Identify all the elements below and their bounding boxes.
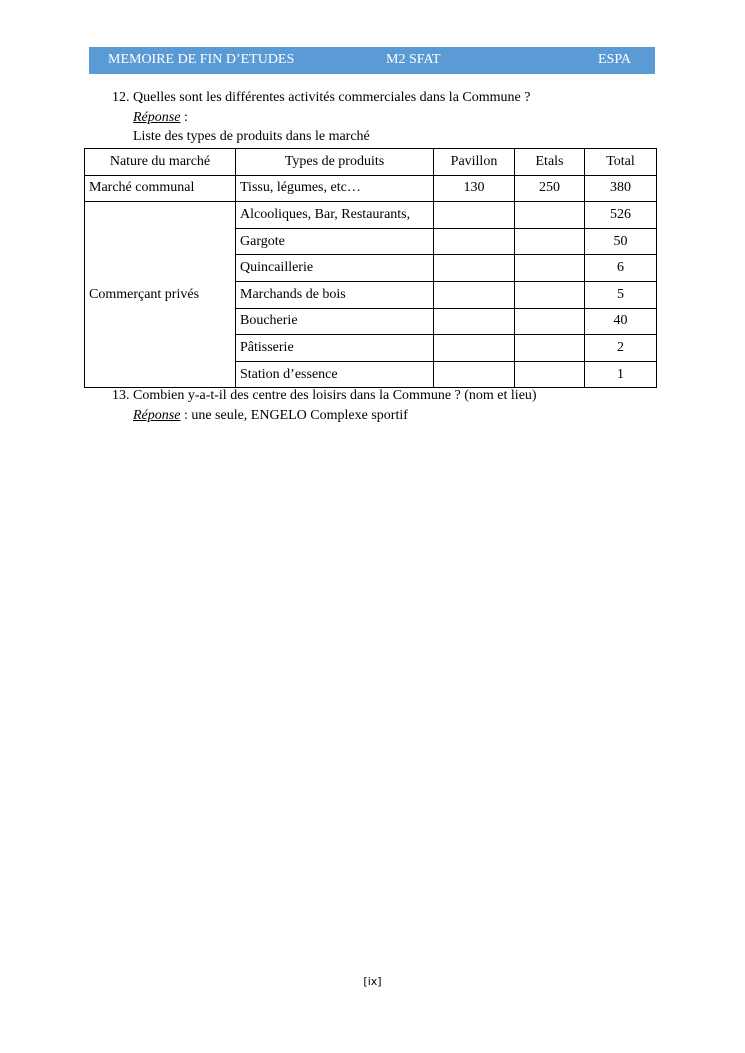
cell-pavillon <box>434 361 515 388</box>
cell-private-group: Commerçant privés <box>85 202 236 388</box>
table-row <box>85 202 657 229</box>
cell-total: 526 <box>585 202 657 229</box>
question-13 <box>112 387 537 405</box>
cell-type: Tissu, légumes, etc… <box>236 175 434 202</box>
cell-etals <box>515 361 585 388</box>
page-header <box>89 47 655 74</box>
answer-colon: : <box>180 110 188 125</box>
answer-label: Réponse <box>133 408 181 423</box>
cell-etals <box>515 202 585 229</box>
cell-type: Boucherie <box>236 308 434 335</box>
cell-type: Marchands de bois <box>236 281 434 308</box>
cell-etals <box>515 308 585 335</box>
cell-etals <box>515 228 585 255</box>
question-12-text: Quelles sont les différentes activités commerciales dans la Commune ? <box>133 90 531 105</box>
header-pavillon: Pavillon <box>434 149 515 176</box>
header-school: ESPA <box>598 52 631 67</box>
answer-label: Réponse <box>133 110 181 125</box>
cell-total: 380 <box>585 175 657 202</box>
cell-etals <box>515 281 585 308</box>
cell-etals: 250 <box>515 175 585 202</box>
answer-text: : une seule, ENGELO Complexe sportif <box>180 408 408 423</box>
question-12-answer <box>133 109 188 127</box>
cell-total: 1 <box>585 361 657 388</box>
table-row <box>85 175 657 202</box>
cell-total: 5 <box>585 281 657 308</box>
cell-total: 6 <box>585 255 657 282</box>
cell-type: Alcooliques, Bar, Restaurants, <box>236 202 434 229</box>
cell-pavillon <box>434 308 515 335</box>
question-13-number: 13. <box>112 388 130 403</box>
cell-pavillon <box>434 335 515 362</box>
cell-etals <box>515 335 585 362</box>
cell-pavillon <box>434 228 515 255</box>
market-table <box>84 148 657 388</box>
cell-total: 40 <box>585 308 657 335</box>
cell-pavillon <box>434 281 515 308</box>
question-12-number: 12. <box>112 90 130 105</box>
table-header-row <box>85 149 657 176</box>
question-12 <box>112 89 530 107</box>
cell-type: Station d’essence <box>236 361 434 388</box>
header-etals: Etals <box>515 149 585 176</box>
cell-nature: Marché communal <box>85 175 236 202</box>
question-13-answer <box>133 407 408 425</box>
header-program: M2 SFAT <box>386 52 441 67</box>
cell-type: Quincaillerie <box>236 255 434 282</box>
cell-type: Pâtisserie <box>236 335 434 362</box>
cell-type: Gargote <box>236 228 434 255</box>
cell-pavillon <box>434 255 515 282</box>
header-total: Total <box>585 149 657 176</box>
cell-pavillon <box>434 202 515 229</box>
cell-total: 2 <box>585 335 657 362</box>
cell-etals <box>515 255 585 282</box>
cell-pavillon: 130 <box>434 175 515 202</box>
header-types: Types de produits <box>236 149 434 176</box>
question-13-text: Combien y-a-t-il des centre des loisirs dans la Commune ? (nom et lieu) <box>133 388 537 403</box>
page-number: [ix] <box>363 975 382 988</box>
cell-total: 50 <box>585 228 657 255</box>
list-title: Liste des types de produits dans le marché <box>133 129 370 144</box>
header-title: MEMOIRE DE FIN D’ETUDES <box>108 52 295 67</box>
header-nature: Nature du marché <box>85 149 236 176</box>
